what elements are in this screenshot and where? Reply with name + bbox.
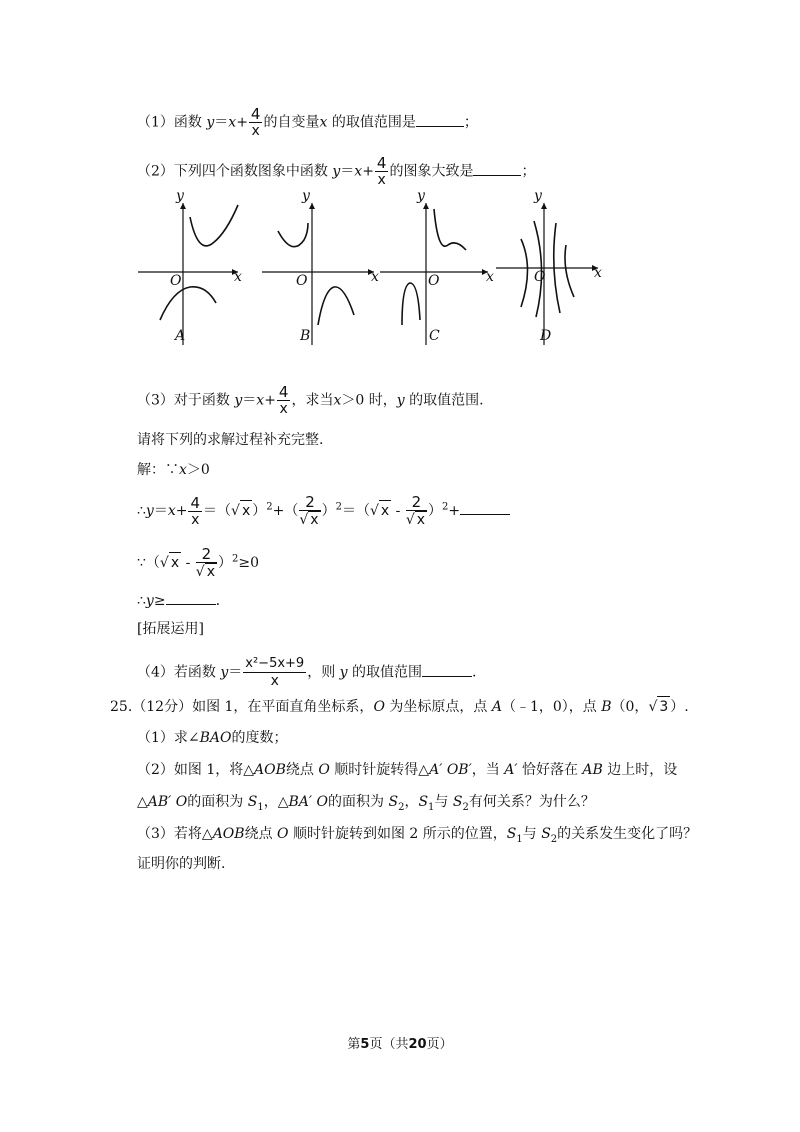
q25-number: 25. [110,699,133,715]
graph-d-svg [496,195,606,345]
sol2-sq2: 2 [335,501,342,513]
graph-a [138,188,248,345]
q25-3-s1sub: 1 [516,833,523,845]
graph-a-label: A [175,328,186,344]
q25-text1: （12分）如图 1，在平面直角坐标系， [132,699,374,715]
sol2-eq3: ＝（ [341,503,370,519]
q25-1-angle: BAO [199,730,232,746]
q25-3-s2sub: 2 [550,833,558,845]
q4-num: x²−5x+9 [245,656,305,671]
sol2-plus: + [175,503,188,519]
q4-den: x [270,673,279,689]
sol2-close3: ） [428,503,443,519]
sol2-close: ） [252,503,267,519]
q25-2b-t1: AB′ O [147,794,188,810]
graph-d-y-label: y [534,188,542,204]
sol2-plus2: +（ [272,503,299,519]
graph-b-origin: O [296,273,308,289]
q2-num: 4 [376,154,387,172]
sol3-minus: - [181,555,195,571]
q4-answer-blank[interactable] [422,662,472,677]
graph-d [496,188,606,345]
q3-eq: ＝ [242,392,257,409]
q25-2-p3: 顺时针旋转得△ [329,762,430,778]
q25-2-p5: 恰好落在 [517,762,583,778]
q3-mid: ，求当 [291,392,334,409]
q2-y: y [332,163,341,180]
q3-suffix: 的取值范围. [404,392,484,409]
sol2-sq3: 2 [442,501,449,513]
q25-2b-s1bsub: 1 [428,801,435,813]
solution-line-2 [137,494,510,528]
q25-3-p3: 顺时针旋转到如图 2 所示的位置， [288,826,507,842]
q4-y2: y [339,664,348,681]
sol4-ge: ≥ [153,593,166,609]
q25-3-aob: AOB [212,826,245,842]
footer-total-pages: 20 [408,1037,427,1052]
instruction: 请将下列的求解过程补充完整. [137,432,324,448]
q25-3-p5: 的关系发生变化了吗？ [557,826,698,842]
graph-c-label: C [429,328,440,344]
q1-y: y [206,114,215,131]
graph-c [380,188,494,345]
q25-2-o: O [318,762,330,778]
page-footer [0,1033,800,1052]
q25-2b-p5: ， [404,794,419,810]
q4-line [137,656,477,689]
sol2-num: 4 [190,493,201,512]
q25-2b-s2sub: 2 [398,801,405,813]
sol2-den-x: x [310,512,319,528]
footer-b: 页（共 [369,1037,409,1052]
sol2-eq: ＝ [153,503,168,519]
sol2-sqrt-x2: x [379,500,391,521]
sol2-eq2: ＝（ [203,503,232,519]
q3-x2: x [333,392,342,409]
sol2-plus3: + [448,503,461,519]
graph-a-x-label: x [234,269,242,285]
q25-3-o: O [277,826,289,842]
q25-2b-s2bsub: 2 [462,801,469,813]
q2-fraction [375,155,389,188]
graph-a-origin: O [170,273,182,289]
q25-line: 25.（12分）如图 1，在平面直角坐标系，O 为坐标原点，点 A（﹣1，0），点 B（0，√ 3 ）. [110,696,689,717]
q2-suffix: 的图象大致是 [389,163,474,180]
q25-1-prefix: （1）求∠ [137,730,200,746]
sol3-den-x: x [206,564,215,580]
graph-d-x-label: x [594,265,602,281]
graph-b-label: B [300,328,311,344]
q4-mid: ，则 [307,664,340,681]
q25-O: O [373,699,385,715]
solution-line-1 [137,460,210,480]
q25-2-a1: A′ OB′ [429,762,472,778]
q3-plus: + [264,392,276,409]
sol2-frac-2-sqrtx [299,494,320,528]
q25-2b-s1b: S [418,794,429,810]
q2-x: x [354,163,363,180]
q1-end: ； [463,114,478,131]
footer-page-number: 5 [360,1037,370,1052]
q25-2b-p6: 与 [434,794,453,810]
graph-d-origin: O [534,269,546,285]
sol3-frac [196,546,217,580]
q25-2b-p3: ，△ [263,794,289,810]
sol1-prefix: 解：∵ [137,462,179,478]
sol2-x: x [167,503,176,519]
q25-2-p2: 绕点 [285,762,319,778]
q1-den: x [251,123,260,139]
q25-part3 [137,824,697,850]
q25-2-a2: A′ [504,762,518,778]
footer-a: 第 [347,1037,361,1052]
sol1-x: x [179,462,187,478]
q1-x2: x [319,114,328,131]
q25-2b-p2: 的面积为 [187,794,248,810]
sol2-den-x2: x [416,512,426,528]
q1-num: 4 [250,105,261,123]
sol3-ge: ≥0 [238,555,260,571]
q25-2-p1: （2）如图 1，将△ [137,762,255,778]
q25-sqrt3: 3 [657,696,670,717]
q3-y: y [234,392,243,409]
q25-3-p1: （3）若将△ [137,826,213,842]
sol4-answer-blank[interactable] [166,590,216,605]
q25-2b-s2b: S [452,794,463,810]
q2-plus: + [362,163,374,180]
q3-line [137,384,484,417]
q4-eq: ＝ [228,664,243,681]
q25-part3-cont: 证明你的判断. [137,856,226,872]
sol3-sq: 2 [232,553,239,565]
graph-c-svg [380,195,492,345]
q2-prefix: （2）下列四个函数图象中函数 [137,163,333,180]
q2-eq: ＝ [340,163,355,180]
graph-c-y-label: y [417,188,425,204]
graph-b [262,188,379,345]
footer-c: 页） [426,1037,453,1052]
q4-fraction [243,656,306,689]
graph-b-svg [262,195,377,345]
sqrt-symbol: √ [231,503,240,519]
q3-prefix: （3）对于函数 [137,392,235,409]
q25-part2-cont [137,792,595,818]
q1-eq: ＝ [214,114,229,131]
sqrt-symbol: √ [195,564,205,580]
graph-b-x-label: x [371,269,379,285]
q1-suffix: 的取值范围是 [327,114,416,131]
q4-end: . [472,664,477,681]
q1-answer-blank[interactable] [416,112,464,127]
q2-answer-blank[interactable] [473,161,521,176]
q25-2-p4: ，当 [471,762,505,778]
q4-y: y [220,664,229,681]
sol2-num2: 2 [299,494,320,511]
q25-2-ab: AB [582,762,603,778]
q1-fraction [249,106,263,139]
q25-2b-p4: 的面积为 [328,794,389,810]
graph-b-y-label: y [302,188,310,204]
sol2-sqrt-x: x [240,500,252,521]
sol2-close2: ） [321,503,336,519]
sol2-frac-2-sqrtx-b [406,494,427,528]
q25-3-s2: S [541,826,551,842]
q25-3-s1: S [506,826,517,842]
sol1-cond: ＞0 [186,462,210,478]
sol3-sqrt-x: x [169,552,181,573]
sol4-end: . [215,593,221,609]
sol4-y: y [145,593,154,609]
q3-fraction [277,384,291,417]
q1-prefix: （1）函数 [137,114,207,131]
q25-2b-s1: S [247,794,258,810]
q4-suffix: 的取值范围 [347,664,423,681]
sol2-y: y [145,503,154,519]
solution-line-3 [137,546,259,580]
sol2-den: x [191,511,200,528]
q3-x: x [256,392,265,409]
graph-a-svg [138,195,248,345]
extension-heading: [拓展运用] [137,621,204,637]
graph-d-label: D [540,328,552,344]
sqrt-symbol: √ [299,512,309,528]
q3-y2: y [396,392,405,409]
q25-2b-p1: △ [137,794,148,810]
q1-line [137,106,478,139]
q25-text5: ）. [670,699,689,715]
solution-line-4 [137,590,220,611]
q25-part2 [137,760,677,780]
q2-line [137,155,535,188]
sol2-sq: 2 [266,501,273,513]
q25-1-suffix: 的度数； [231,730,288,746]
sol2-num3: 2 [406,494,427,511]
sol3-num: 2 [196,546,217,563]
q3-den: x [279,401,288,417]
because-symbol: ∵（ [137,555,160,571]
q25-text2: 为坐标原点，点 [384,699,492,715]
q25-text4: （0， [611,699,649,715]
sol2-minus: - [391,503,405,519]
q25-2-p6: 边上时，设 [602,762,678,778]
q3-cond: ＞0 时， [341,392,397,409]
q25-3-p2: 绕点 [244,826,278,842]
graph-a-y-label: y [176,188,184,204]
graph-c-origin: O [428,273,440,289]
sol3-close: ） [218,555,232,571]
sol2-frac-4x [188,495,202,528]
sol2-answer-blank[interactable] [460,500,510,515]
graph-c-x-label: x [486,269,494,285]
q4-prefix: （4）若函数 [137,664,221,681]
q3-num: 4 [278,383,289,401]
q2-den: x [377,172,386,188]
q25-A: A [491,699,502,715]
q25-2b-s1sub: 1 [257,801,264,813]
q25-2b-t2: BA′ O [288,794,329,810]
q25-part1 [137,728,288,748]
sqrt-symbol: √ [159,555,169,571]
therefore-symbol: ∴ [137,593,146,609]
q1-mid: 的自变量 [263,114,320,131]
q1-plus: + [236,114,248,131]
q25-2-aob: AOB [254,762,286,778]
q25-3-p4: 与 [522,826,542,842]
q25-2b-p7: 有何关系？为什么？ [468,794,595,810]
therefore-symbol: ∴ [137,503,146,519]
q25-B: B [601,699,612,715]
q1-x: x [228,114,237,131]
q2-end: ； [521,163,536,180]
q25-text3: （﹣1，0），点 [501,699,602,715]
sqrt-symbol: √ [405,512,415,528]
sqrt-symbol: √ [369,503,379,519]
q25-2b-s2: S [388,794,399,810]
